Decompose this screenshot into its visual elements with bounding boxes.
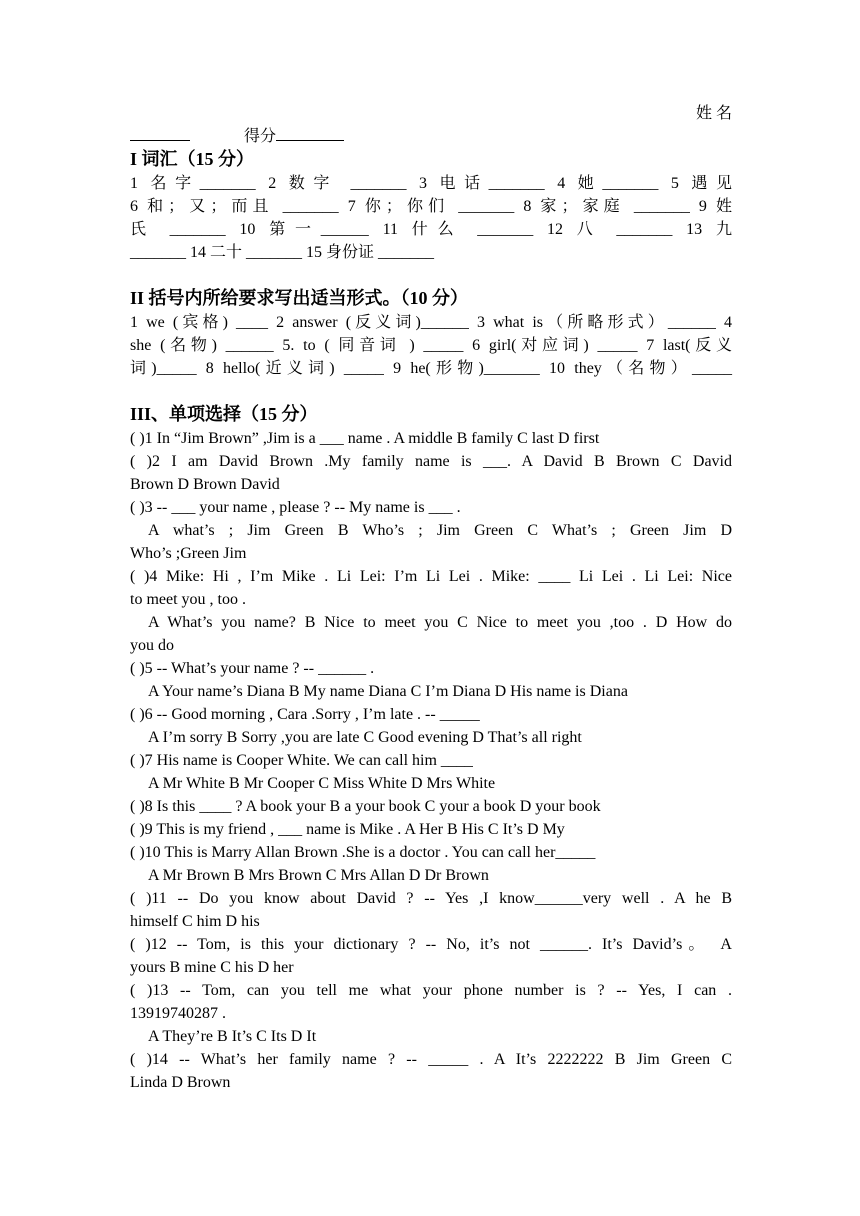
question-line: Brown D Brown David bbox=[130, 476, 280, 493]
question-option-line: A what’s ; Jim Green B Who’s ; Jim Green C What’s ; Green Jim D bbox=[148, 522, 732, 539]
section-1-line: 氏 _______ 10 第一______ 11 什么 _______ 12 八 _______ 13 九 bbox=[130, 221, 732, 238]
question-line: ( )3 -- ___ your name , please ? -- My name is ___ . bbox=[130, 499, 461, 516]
question-line: ( )5 -- What’s your name ? -- ______ . bbox=[130, 660, 375, 677]
question-line: ( )2 I am David Brown .My family name is ___. A David B Brown C David bbox=[130, 453, 732, 470]
section-1-line: 6 和；又；而且 _______ 7 你；你们 _______ 8 家；家庭 _______ 9 姓 bbox=[130, 198, 732, 215]
section-1-title: I 词汇（15 分） bbox=[130, 149, 255, 169]
question-option-line: A I’m sorry B Sorry ,you are late C Good evening D That’s all right bbox=[148, 729, 582, 746]
question-line: ( )14 -- What’s her family name ? -- _____ . A It’s 2222222 B Jim Green C bbox=[130, 1051, 732, 1068]
question-line: ( )11 -- Do you know about David ? -- Yes ,I know______very well . A he B bbox=[130, 890, 732, 907]
section-2-line: 词)_____ 8 hello(近义词) _____ 9 he(形物)_______ 10 they（名物）_____ bbox=[130, 360, 732, 377]
question-line: Linda D Brown bbox=[130, 1074, 231, 1091]
score-line bbox=[130, 125, 732, 148]
question-line: Who’s ;Green Jim bbox=[130, 545, 247, 562]
section-1-line: 1 名字_______ 2 数字 _______ 3 电话_______ 4 她_______ 5 遇见 bbox=[130, 175, 732, 192]
score-label: 得分 bbox=[244, 128, 277, 145]
question-line: to meet you , too . bbox=[130, 591, 246, 608]
question-option-line: A Mr White B Mr Cooper C Miss White D Mrs White bbox=[148, 775, 496, 792]
question-option-line: A Your name’s Diana B My name Diana C I’m Diana D His name is Diana bbox=[148, 683, 628, 700]
question-line: ( )12 -- Tom, is this your dictionary ? -- No, it’s not ______. It’s David’s。 A bbox=[130, 936, 732, 953]
section-3-title: III、单项选择（15 分） bbox=[130, 404, 318, 424]
question-line: ( )6 -- Good morning , Cara .Sorry , I’m late . -- _____ bbox=[130, 706, 480, 723]
name-blank bbox=[130, 126, 190, 141]
question-option-line: A Mr Brown B Mrs Brown C Mrs Allan D Dr Brown bbox=[148, 867, 489, 884]
question-option-line: A What’s you name? B Nice to meet you C Nice to meet you ,too . D How do bbox=[148, 614, 732, 631]
section-2-line: 1 we (宾格) ____ 2 answer (反义词)______ 3 what is（所略形式）______ 4 bbox=[130, 314, 732, 331]
question-line: you do bbox=[130, 637, 174, 654]
question-line: ( )7 His name is Cooper White. We can call him ____ bbox=[130, 752, 473, 769]
question-line: ( )9 This is my friend , ___ name is Mike . A Her B His C It’s D My bbox=[130, 821, 565, 838]
question-line: ( )4 Mike: Hi , I’m Mike . Li Lei: I’m Li Lei . Mike: ____ Li Lei . Li Lei: Nice bbox=[130, 568, 732, 585]
score-blank bbox=[276, 126, 344, 141]
question-line: ( )8 Is this ____ ? A book your B a your book C your a book D your book bbox=[130, 798, 601, 815]
section-2-title: II 括号内所给要求写出适当形式。（10 分） bbox=[130, 288, 469, 308]
question-line: yours B mine C his D her bbox=[130, 959, 294, 976]
question-option-line: A They’re B It’s C Its D It bbox=[148, 1028, 317, 1045]
question-line: ( )1 In “Jim Brown” ,Jim is a ___ name . A middle B family C last D first bbox=[130, 430, 600, 447]
question-line: 13919740287 . bbox=[130, 1005, 226, 1022]
question-line: ( )10 This is Marry Allan Brown .She is a doctor . You can call her_____ bbox=[130, 844, 596, 861]
question-line: ( )13 -- Tom, can you tell me what your phone number is ? -- Yes, I can . bbox=[130, 982, 732, 999]
section-2-line: she (名物) ______ 5. to ( 同音词 ) _____ 6 girl(对应词) _____ 7 last(反义 bbox=[130, 337, 732, 354]
section-1-line: _______ 14 二十 _______ 15 身份证 _______ bbox=[130, 244, 435, 261]
question-line: himself C him D his bbox=[130, 913, 260, 930]
name-label: 姓 名 bbox=[695, 105, 732, 122]
